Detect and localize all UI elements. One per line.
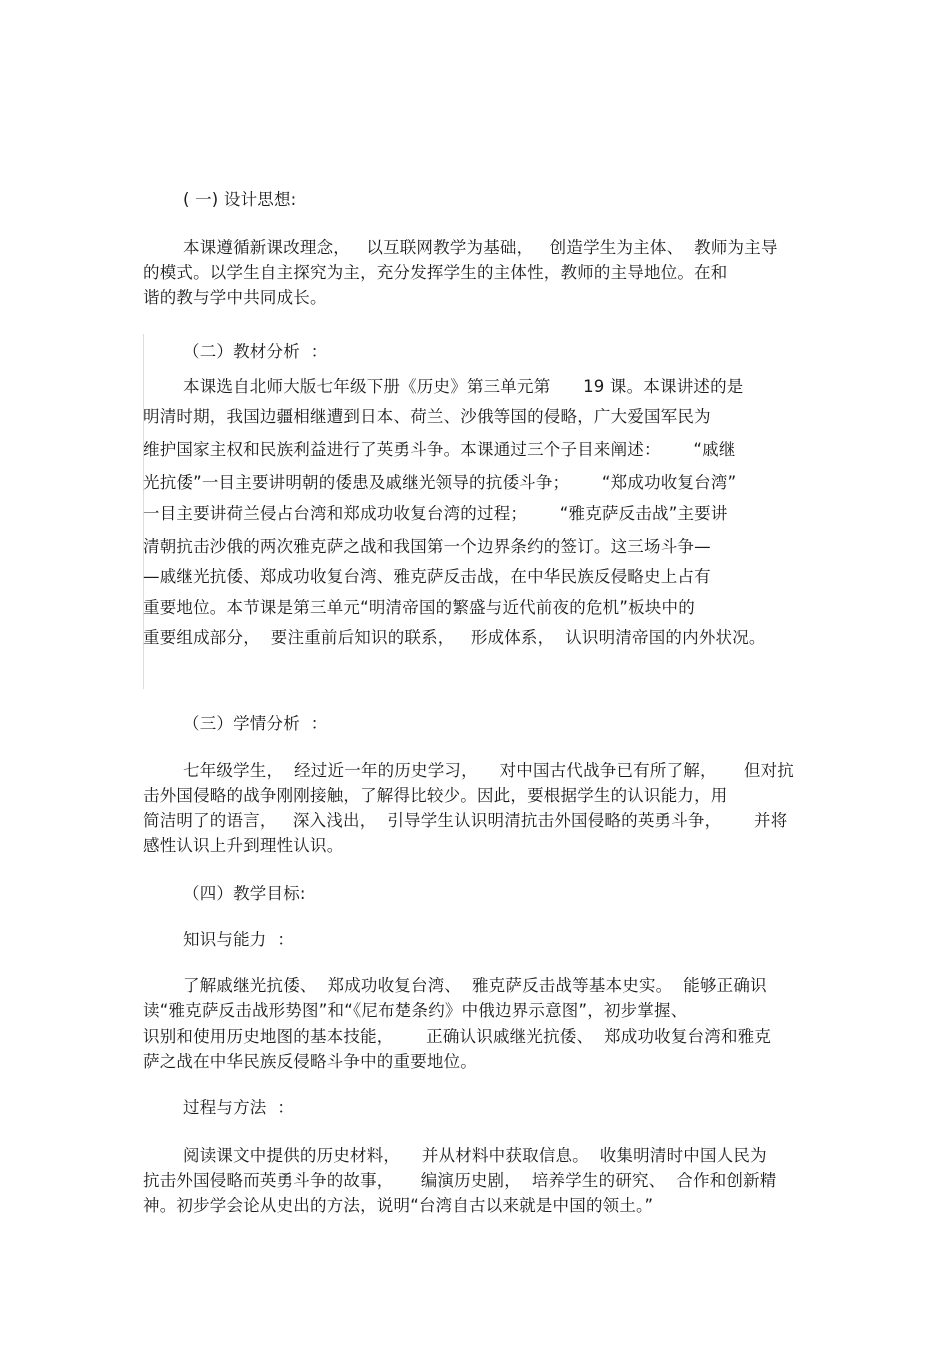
text-line: 本课遵循新课改理念， 以互联网教学为基础， 创造学生为主体、 教师为主导: [183, 238, 778, 257]
text-line: 神。初步学会论从史出的方法，说明“台湾自古以来就是中国的领土。”: [143, 1196, 654, 1215]
heading-knowledge-ability: 知识与能力 ：: [183, 930, 295, 949]
text-line: 简洁明了的语言， 深入浅出， 引导学生认识明清抗击外国侵略的英勇斗争， 并将: [143, 811, 788, 830]
heading-textbook-analysis: （二）教材分析 ：: [183, 342, 328, 361]
text-line: 明清时期，我国边疆相继遭到日本、荷兰、沙俄等国的侵略，广大爱国军民为: [143, 407, 711, 426]
text-line: 清朝抗击沙俄的两次雅克萨之战和我国第一个边界条约的签订。这三场斗争—: [143, 537, 711, 556]
text-line: 识别和使用历史地图的基本技能， 正确认识戚继光抗倭、 郑成功收复台湾和雅克: [143, 1027, 772, 1046]
text-line: 感性认识上升到理性认识。: [143, 836, 344, 855]
text-line: 本课选自北师大版七年级下册《历史》第三单元第 19 课。本课讲述的是: [183, 377, 744, 396]
heading-student-analysis: （三）学情分析 ：: [183, 714, 328, 733]
text-line: 重要地位。本节课是第三单元“明清帝国的繁盛与近代前夜的危机”板块中的: [143, 598, 695, 617]
text-line: 抗击外国侵略而英勇斗争的故事， 编演历史剧， 培养学生的研究、 合作和创新精: [143, 1171, 777, 1190]
text-line: 维护国家主权和民族利益进行了英勇斗争。本课通过三个子目来阐述： “戚继: [143, 440, 736, 459]
text-line: 重要组成部分， 要注重前后知识的联系， 形成体系， 认识明清帝国的内外状况。: [143, 628, 766, 647]
text-line: 阅读课文中提供的历史材料， 并从材料中获取信息。 收集明清时中国人民为: [183, 1146, 767, 1165]
text-line: 七年级学生， 经过近一年的历史学习， 对中国古代战争已有所了解， 但对抗: [183, 761, 794, 780]
text-line: 了解戚继光抗倭、 郑成功收复台湾、 雅克萨反击战等基本史实。 能够正确识: [183, 976, 767, 995]
text-line: 一目主要讲荷兰侵占台湾和郑成功收复台湾的过程； “雅克萨反击战”主要讲: [143, 504, 728, 523]
text-line: —戚继光抗倭、郑成功收复台湾、雅克萨反击战，在中华民族反侵略史上占有: [143, 567, 711, 586]
heading-design-idea: ( 一) 设计思想:: [183, 190, 297, 209]
text-line: 谐的教与学中共同成长。: [143, 288, 327, 307]
text-line: 萨之战在中华民族反侵略斗争中的重要地位。: [143, 1052, 477, 1071]
text-line: 光抗倭”一目主要讲明朝的倭患及戚继光领导的抗倭斗争； “郑成功收复台湾”: [143, 473, 737, 492]
text-line: 的模式。以学生自主探究为主，充分发挥学生的主体性，教师的主导地位。在和: [143, 263, 728, 282]
text-line: 击外国侵略的战争刚刚接触，了解得比较少。因此，要根据学生的认识能力，用: [143, 786, 728, 805]
text-line: 读“雅克萨反击战形势图”和“《尼布楚条约》中俄边界示意图”，初步掌握、: [143, 1001, 688, 1020]
heading-teaching-goals: （四）教学目标:: [183, 884, 306, 903]
heading-process-method: 过程与方法 ：: [183, 1098, 295, 1117]
